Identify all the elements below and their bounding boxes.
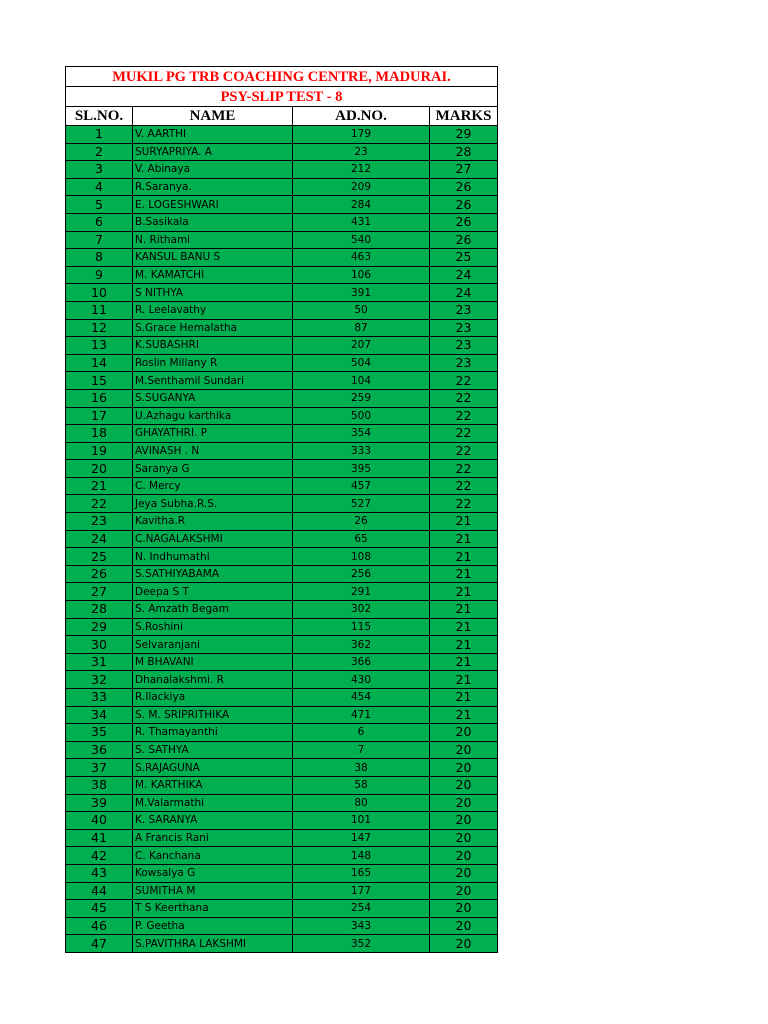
cell-ad-no: 395	[293, 460, 430, 478]
table-row	[66, 706, 498, 724]
cell-sl-no: 11	[66, 301, 133, 319]
table-row	[66, 636, 498, 654]
table-row	[66, 301, 498, 319]
marks-table-body	[66, 67, 498, 953]
cell-sl-no: 10	[66, 284, 133, 302]
cell-ad-no: 500	[293, 407, 430, 425]
cell-sl-no: 35	[66, 724, 133, 742]
cell-marks: 20	[430, 741, 498, 759]
table-row	[66, 442, 498, 460]
cell-name: T S Keerthana	[133, 900, 293, 918]
cell-marks: 21	[430, 671, 498, 689]
cell-sl-no: 38	[66, 776, 133, 794]
cell-ad-no: 23	[293, 143, 430, 161]
table-row	[66, 513, 498, 531]
cell-marks: 26	[430, 196, 498, 214]
cell-sl-no: 20	[66, 460, 133, 478]
cell-ad-no: 254	[293, 900, 430, 918]
cell-marks: 20	[430, 864, 498, 882]
cell-name: GHAYATHRI. P	[133, 425, 293, 443]
cell-sl-no: 28	[66, 601, 133, 619]
header-sl-no: SL.NO.	[66, 107, 133, 126]
cell-sl-no: 31	[66, 653, 133, 671]
cell-marks: 23	[430, 319, 498, 337]
table-row	[66, 389, 498, 407]
cell-name: M.Senthamil Sundari	[133, 372, 293, 390]
cell-marks: 28	[430, 143, 498, 161]
cell-name: S.PAVITHRA LAKSHMI	[133, 935, 293, 953]
cell-name: U.Azhagu karthika	[133, 407, 293, 425]
cell-marks: 21	[430, 653, 498, 671]
cell-sl-no: 3	[66, 161, 133, 179]
cell-name: K. SARANYA	[133, 812, 293, 830]
cell-name: N. Indhumathi	[133, 548, 293, 566]
table-row	[66, 126, 498, 144]
cell-sl-no: 29	[66, 618, 133, 636]
cell-name: Jeya Subha.R.S.	[133, 495, 293, 513]
cell-name: C. Kanchana	[133, 847, 293, 865]
table-row	[66, 284, 498, 302]
cell-name: Selvaranjani	[133, 636, 293, 654]
cell-marks: 23	[430, 337, 498, 355]
cell-ad-no: 207	[293, 337, 430, 355]
cell-ad-no: 177	[293, 882, 430, 900]
title-row	[66, 67, 498, 87]
cell-marks: 21	[430, 513, 498, 531]
cell-sl-no: 12	[66, 319, 133, 337]
cell-marks: 20	[430, 759, 498, 777]
cell-name: R. Leelavathy	[133, 301, 293, 319]
table-row	[66, 249, 498, 267]
table-row	[66, 213, 498, 231]
cell-ad-no: 179	[293, 126, 430, 144]
cell-sl-no: 23	[66, 513, 133, 531]
cell-marks: 26	[430, 213, 498, 231]
header-name: NAME	[133, 107, 293, 126]
cell-sl-no: 4	[66, 178, 133, 196]
cell-ad-no: 457	[293, 477, 430, 495]
subtitle-row	[66, 87, 498, 107]
cell-ad-no: 7	[293, 741, 430, 759]
cell-sl-no: 17	[66, 407, 133, 425]
table-row	[66, 477, 498, 495]
table-row	[66, 847, 498, 865]
cell-sl-no: 22	[66, 495, 133, 513]
cell-marks: 21	[430, 548, 498, 566]
cell-ad-no: 333	[293, 442, 430, 460]
cell-marks: 27	[430, 161, 498, 179]
cell-ad-no: 430	[293, 671, 430, 689]
cell-sl-no: 32	[66, 671, 133, 689]
header-ad-no: AD.NO.	[293, 107, 430, 126]
cell-name: R.Ilackiya	[133, 689, 293, 707]
cell-sl-no: 33	[66, 689, 133, 707]
cell-name: Deepa S T	[133, 583, 293, 601]
cell-name: P. Geetha	[133, 917, 293, 935]
cell-ad-no: 504	[293, 354, 430, 372]
cell-marks: 22	[430, 442, 498, 460]
cell-name: S.SATHIYABAMA	[133, 565, 293, 583]
cell-marks: 20	[430, 829, 498, 847]
table-row	[66, 882, 498, 900]
table-row	[66, 196, 498, 214]
cell-name: S. Amzath Begam	[133, 601, 293, 619]
cell-name: R.Saranya.	[133, 178, 293, 196]
cell-sl-no: 26	[66, 565, 133, 583]
cell-ad-no: 431	[293, 213, 430, 231]
table-row	[66, 178, 498, 196]
cell-marks: 29	[430, 126, 498, 144]
table-row	[66, 372, 498, 390]
cell-name: KANSUL BANU S	[133, 249, 293, 267]
table-row	[66, 689, 498, 707]
cell-marks: 22	[430, 477, 498, 495]
cell-sl-no: 27	[66, 583, 133, 601]
cell-name: SUMITHA M	[133, 882, 293, 900]
cell-marks: 20	[430, 917, 498, 935]
table-row	[66, 794, 498, 812]
cell-ad-no: 65	[293, 530, 430, 548]
cell-ad-no: 454	[293, 689, 430, 707]
cell-sl-no: 7	[66, 231, 133, 249]
cell-marks: 21	[430, 530, 498, 548]
cell-marks: 20	[430, 935, 498, 953]
cell-ad-no: 352	[293, 935, 430, 953]
cell-sl-no: 34	[66, 706, 133, 724]
cell-ad-no: 165	[293, 864, 430, 882]
table-row	[66, 143, 498, 161]
cell-marks: 20	[430, 847, 498, 865]
cell-marks: 24	[430, 266, 498, 284]
cell-sl-no: 15	[66, 372, 133, 390]
cell-name: C. Mercy	[133, 477, 293, 495]
cell-ad-no: 527	[293, 495, 430, 513]
cell-name: M BHAVANI	[133, 653, 293, 671]
cell-ad-no: 26	[293, 513, 430, 531]
cell-name: Kavitha.R	[133, 513, 293, 531]
cell-name: S.Roshini	[133, 618, 293, 636]
cell-sl-no: 18	[66, 425, 133, 443]
cell-name: SURYAPRIYA. A	[133, 143, 293, 161]
cell-ad-no: 106	[293, 266, 430, 284]
cell-marks: 22	[430, 495, 498, 513]
cell-sl-no: 8	[66, 249, 133, 267]
cell-sl-no: 41	[66, 829, 133, 847]
cell-marks: 20	[430, 776, 498, 794]
cell-name: S NITHYA	[133, 284, 293, 302]
sheet-subtitle: PSY-SLIP TEST - 8	[66, 87, 498, 107]
cell-sl-no: 30	[66, 636, 133, 654]
cell-ad-no: 101	[293, 812, 430, 830]
cell-sl-no: 14	[66, 354, 133, 372]
table-row	[66, 354, 498, 372]
cell-sl-no: 47	[66, 935, 133, 953]
cell-marks: 22	[430, 407, 498, 425]
cell-marks: 25	[430, 249, 498, 267]
table-row	[66, 407, 498, 425]
cell-marks: 20	[430, 812, 498, 830]
cell-marks: 26	[430, 178, 498, 196]
cell-marks: 22	[430, 460, 498, 478]
cell-marks: 21	[430, 601, 498, 619]
cell-ad-no: 87	[293, 319, 430, 337]
cell-name: Dhanalakshmi. R	[133, 671, 293, 689]
cell-name: C.NAGALAKSHMI	[133, 530, 293, 548]
table-row	[66, 671, 498, 689]
cell-ad-no: 212	[293, 161, 430, 179]
cell-name: M.Valarmathi	[133, 794, 293, 812]
cell-marks: 24	[430, 284, 498, 302]
cell-name: AVINASH . N	[133, 442, 293, 460]
table-row	[66, 548, 498, 566]
cell-marks: 23	[430, 354, 498, 372]
cell-marks: 26	[430, 231, 498, 249]
table-row	[66, 565, 498, 583]
cell-sl-no: 2	[66, 143, 133, 161]
cell-ad-no: 391	[293, 284, 430, 302]
cell-sl-no: 39	[66, 794, 133, 812]
cell-name: E. LOGESHWARI	[133, 196, 293, 214]
cell-sl-no: 9	[66, 266, 133, 284]
table-row	[66, 759, 498, 777]
cell-marks: 21	[430, 636, 498, 654]
cell-marks: 21	[430, 706, 498, 724]
cell-ad-no: 104	[293, 372, 430, 390]
cell-marks: 20	[430, 724, 498, 742]
cell-sl-no: 16	[66, 389, 133, 407]
cell-name: A Francis Rani	[133, 829, 293, 847]
cell-name: S.RAJAGUNA	[133, 759, 293, 777]
cell-ad-no: 108	[293, 548, 430, 566]
table-row	[66, 231, 498, 249]
cell-sl-no: 19	[66, 442, 133, 460]
column-header-row	[66, 107, 498, 126]
cell-name: Roslin Millany R	[133, 354, 293, 372]
table-row	[66, 935, 498, 953]
cell-sl-no: 44	[66, 882, 133, 900]
cell-name: K.SUBASHRI	[133, 337, 293, 355]
cell-ad-no: 471	[293, 706, 430, 724]
cell-marks: 22	[430, 425, 498, 443]
cell-ad-no: 540	[293, 231, 430, 249]
cell-sl-no: 13	[66, 337, 133, 355]
cell-name: V. AARTHI	[133, 126, 293, 144]
table-row	[66, 583, 498, 601]
table-row	[66, 601, 498, 619]
cell-ad-no: 148	[293, 847, 430, 865]
cell-ad-no: 284	[293, 196, 430, 214]
cell-name: S.Grace Hemalatha	[133, 319, 293, 337]
cell-name: N. Rithami	[133, 231, 293, 249]
cell-sl-no: 36	[66, 741, 133, 759]
cell-name: B.Sasikala	[133, 213, 293, 231]
table-row	[66, 812, 498, 830]
table-row	[66, 161, 498, 179]
header-marks: MARKS	[430, 107, 498, 126]
sheet-title: MUKIL PG TRB COACHING CENTRE, MADURAI.	[66, 67, 498, 87]
table-row	[66, 337, 498, 355]
cell-marks: 22	[430, 389, 498, 407]
cell-sl-no: 6	[66, 213, 133, 231]
cell-ad-no: 147	[293, 829, 430, 847]
table-row	[66, 917, 498, 935]
cell-name: M. KAMATCHI	[133, 266, 293, 284]
table-row	[66, 530, 498, 548]
cell-marks: 22	[430, 372, 498, 390]
cell-marks: 21	[430, 583, 498, 601]
table-row	[66, 724, 498, 742]
cell-ad-no: 115	[293, 618, 430, 636]
cell-ad-no: 291	[293, 583, 430, 601]
cell-sl-no: 21	[66, 477, 133, 495]
cell-sl-no: 5	[66, 196, 133, 214]
table-row	[66, 829, 498, 847]
cell-sl-no: 46	[66, 917, 133, 935]
cell-marks: 21	[430, 689, 498, 707]
cell-marks: 20	[430, 882, 498, 900]
cell-ad-no: 463	[293, 249, 430, 267]
table-row	[66, 900, 498, 918]
cell-ad-no: 6	[293, 724, 430, 742]
cell-marks: 20	[430, 794, 498, 812]
cell-ad-no: 366	[293, 653, 430, 671]
cell-sl-no: 42	[66, 847, 133, 865]
cell-ad-no: 302	[293, 601, 430, 619]
cell-marks: 23	[430, 301, 498, 319]
cell-sl-no: 40	[66, 812, 133, 830]
table-row	[66, 776, 498, 794]
table-row	[66, 741, 498, 759]
cell-name: Saranya G	[133, 460, 293, 478]
cell-name: S. SATHYA	[133, 741, 293, 759]
cell-name: V. Abinaya	[133, 161, 293, 179]
cell-ad-no: 256	[293, 565, 430, 583]
cell-ad-no: 58	[293, 776, 430, 794]
cell-sl-no: 1	[66, 126, 133, 144]
cell-name: S.SUGANYA	[133, 389, 293, 407]
cell-ad-no: 354	[293, 425, 430, 443]
cell-ad-no: 209	[293, 178, 430, 196]
cell-ad-no: 80	[293, 794, 430, 812]
cell-name: Kowsalya G	[133, 864, 293, 882]
table-row	[66, 319, 498, 337]
cell-ad-no: 259	[293, 389, 430, 407]
table-row	[66, 425, 498, 443]
table-row	[66, 618, 498, 636]
table-row	[66, 864, 498, 882]
cell-ad-no: 38	[293, 759, 430, 777]
cell-sl-no: 25	[66, 548, 133, 566]
table-row	[66, 460, 498, 478]
cell-name: M. KARTHIKA	[133, 776, 293, 794]
table-row	[66, 266, 498, 284]
cell-sl-no: 24	[66, 530, 133, 548]
cell-marks: 21	[430, 565, 498, 583]
cell-ad-no: 343	[293, 917, 430, 935]
cell-sl-no: 37	[66, 759, 133, 777]
cell-marks: 20	[430, 900, 498, 918]
table-row	[66, 495, 498, 513]
cell-name: S. M. SRIPRITHIKA	[133, 706, 293, 724]
table-row	[66, 653, 498, 671]
cell-name: R. Thamayanthi	[133, 724, 293, 742]
cell-marks: 21	[430, 618, 498, 636]
cell-sl-no: 43	[66, 864, 133, 882]
cell-ad-no: 50	[293, 301, 430, 319]
marks-table	[65, 66, 498, 953]
cell-sl-no: 45	[66, 900, 133, 918]
cell-ad-no: 362	[293, 636, 430, 654]
